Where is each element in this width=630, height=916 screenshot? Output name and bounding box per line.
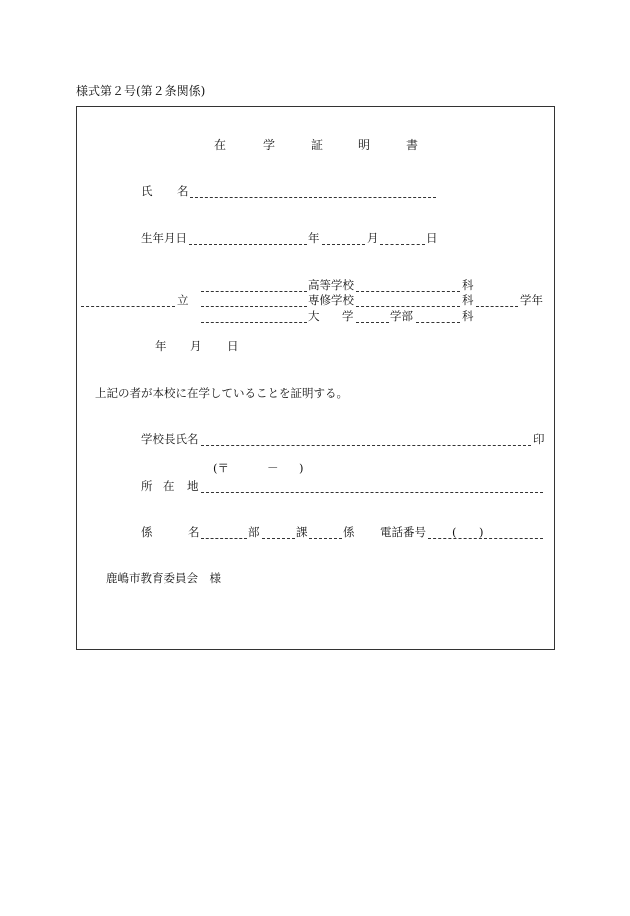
address-line[interactable] <box>201 492 543 493</box>
certification-statement: 上記の者が本校に在学していることを証明する。 <box>95 386 348 400</box>
postal-open: (〒 <box>213 461 229 475</box>
phone-close: ) <box>479 525 484 539</box>
contact-label-2: 名 <box>188 525 200 539</box>
date-month: 月 <box>190 339 202 353</box>
title-char: 在 <box>214 138 227 152</box>
address-label-1: 所 <box>141 479 153 493</box>
high-school-label: 高等学校 <box>308 278 354 292</box>
bu-line[interactable] <box>201 538 247 539</box>
school-ritsu: 立 <box>177 293 189 307</box>
birth-month-line[interactable] <box>322 244 365 245</box>
form-number: 様式第２号(第２条関係) <box>76 84 206 98</box>
title-char: 書 <box>406 138 419 152</box>
school-prefecture-line[interactable] <box>81 306 175 307</box>
address-label-2: 在 <box>163 479 175 493</box>
ka-line[interactable] <box>262 538 295 539</box>
bu-unit: 部 <box>248 525 260 539</box>
title-char: 学 <box>263 138 276 152</box>
faculty-label: 学部 <box>390 309 413 323</box>
kakari-line[interactable] <box>309 538 342 539</box>
postal-close: ) <box>299 461 304 475</box>
principal-name-line[interactable] <box>201 445 531 446</box>
department-unit: 科 <box>462 278 474 292</box>
department-unit: 科 <box>462 293 474 307</box>
title-char: 明 <box>358 138 371 152</box>
birth-day-line[interactable] <box>380 244 425 245</box>
postal-dash: － <box>267 461 279 475</box>
principal-label: 学校長氏名 <box>141 432 199 446</box>
seal-mark: 印 <box>533 432 545 446</box>
vocational-school-name-line[interactable] <box>201 306 307 307</box>
phone-line[interactable] <box>428 538 543 539</box>
birth-month-unit: 月 <box>367 231 379 245</box>
address-label-3: 地 <box>187 479 199 493</box>
high-school-name-line[interactable] <box>201 291 307 292</box>
faculty-line[interactable] <box>356 322 389 323</box>
phone-open: ( <box>452 525 457 539</box>
name-label-2: 名 <box>177 184 189 198</box>
date-day: 日 <box>227 339 239 353</box>
grade-line[interactable] <box>476 306 518 307</box>
university-label-2: 学 <box>342 309 354 323</box>
ka-unit: 課 <box>296 525 308 539</box>
name-input-line[interactable] <box>190 197 436 198</box>
contact-label-1: 係 <box>141 525 153 539</box>
grade-unit: 学年 <box>520 293 543 307</box>
birth-year-line[interactable] <box>189 244 307 245</box>
university-dept-line[interactable] <box>416 322 460 323</box>
phone-label: 電話番号 <box>380 525 426 539</box>
birth-year-unit: 年 <box>308 231 320 245</box>
name-label-1: 氏 <box>141 184 153 198</box>
title-char: 証 <box>311 138 324 152</box>
date-year: 年 <box>155 339 167 353</box>
university-label-1: 大 <box>308 309 320 323</box>
kakari-unit: 係 <box>343 525 355 539</box>
high-school-dept-line[interactable] <box>356 291 460 292</box>
recipient: 鹿嶋市教育委員会 様 <box>106 571 221 585</box>
department-unit: 科 <box>462 309 474 323</box>
vocational-dept-line[interactable] <box>356 306 460 307</box>
birthdate-label: 生年月日 <box>141 231 187 245</box>
university-name-line[interactable] <box>201 322 307 323</box>
birth-day-unit: 日 <box>426 231 438 245</box>
vocational-school-label: 専修学校 <box>308 293 354 307</box>
